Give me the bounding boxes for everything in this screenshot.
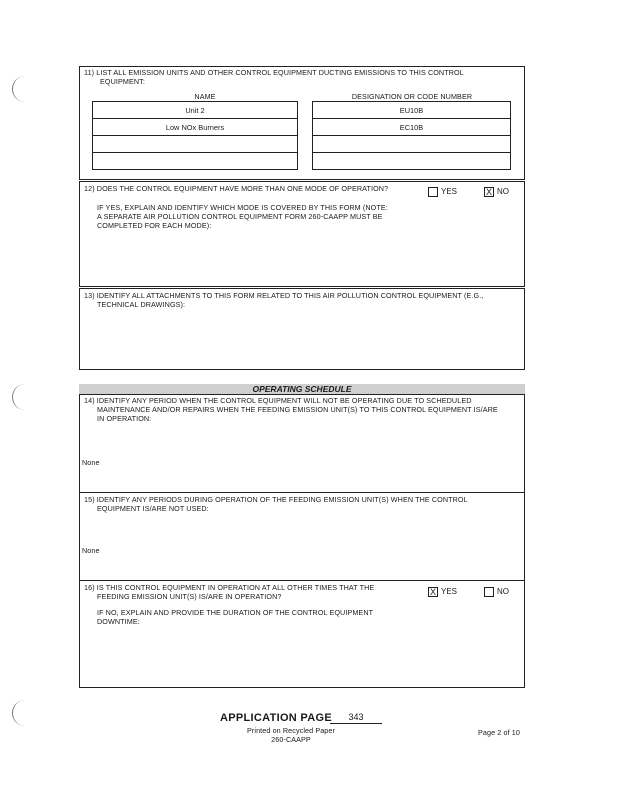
q12-no-option[interactable] <box>484 183 523 201</box>
q16-no-option[interactable] <box>484 583 523 601</box>
no-label: NO <box>497 187 509 197</box>
q12-explain-line1: IF YES, EXPLAIN AND IDENTIFY WHICH MODE IS COVERED BY THIS FORM (NOTE: <box>97 203 388 212</box>
unit-name-cell[interactable] <box>93 136 298 153</box>
q14-divider <box>79 492 525 493</box>
application-page-number: 343 <box>330 712 382 724</box>
table-row <box>93 102 298 119</box>
unit-code-cell[interactable] <box>313 136 511 153</box>
q15-divider <box>79 580 525 581</box>
q12-yes-option[interactable] <box>428 183 471 201</box>
binder-hole-top <box>12 76 27 102</box>
table-row <box>93 153 298 170</box>
q13-line1: 13) IDENTIFY ALL ATTACHMENTS TO THIS FORM RELATED TO THIS AIR POLLUTION CONTROL EQUIPMENT (E.G., <box>84 291 484 300</box>
q16-line2: FEEDING EMISSION UNIT(S) IS/ARE IN OPERATION? <box>97 592 282 601</box>
q16-explain-line1: IF NO, EXPLAIN AND PROVIDE THE DURATION OF THE CONTROL EQUIPMENT <box>97 608 374 617</box>
q13-line2: TECHNICAL DRAWINGS): <box>97 300 186 309</box>
binder-hole-middle <box>12 384 27 410</box>
q15-answer[interactable]: None <box>82 546 100 555</box>
q11-code-table <box>312 101 511 170</box>
yes-label: YES <box>441 587 458 597</box>
q16-yes-option[interactable] <box>428 583 471 601</box>
q16-explain-line2: DOWNTIME: <box>97 617 140 626</box>
q11-text-line1: 11) LIST ALL EMISSION UNITS AND OTHER CONTROL EQUIPMENT DUCTING EMISSIONS TO THIS CONTROL <box>84 68 464 77</box>
q11-col-name: NAME <box>194 92 216 101</box>
no-checkbox[interactable] <box>484 587 494 597</box>
yes-checkbox[interactable]: X <box>429 586 436 597</box>
table-row <box>93 119 298 136</box>
unit-code-cell[interactable]: EC10B <box>313 119 511 136</box>
q14-line2: MAINTENANCE AND/OR REPAIRS WHEN THE FEEDING EMISSION UNIT(S) TO THIS CONTROL EQUIPMENT IS/ARE <box>97 405 498 414</box>
q14-line3: IN OPERATION: <box>97 414 152 423</box>
q11-text-line2: EQUIPMENT: <box>100 77 145 86</box>
binder-hole-bottom <box>12 700 27 726</box>
q12-question: 12) DOES THE CONTROL EQUIPMENT HAVE MORE THAN ONE MODE OF OPERATION? <box>84 184 389 193</box>
q14-line1: 14) IDENTIFY ANY PERIOD WHEN THE CONTROL EQUIPMENT WILL NOT BE OPERATING DUE TO SCHEDULED <box>84 396 472 405</box>
no-checkbox[interactable]: X <box>485 186 492 197</box>
q15-line2: EQUIPMENT IS/ARE NOT USED: <box>97 504 209 513</box>
table-row <box>313 153 511 170</box>
table-row <box>313 102 511 119</box>
q11-name-table <box>92 101 298 170</box>
yes-label: YES <box>441 187 458 197</box>
q15-line1: 15) IDENTIFY ANY PERIODS DURING OPERATION OF THE FEEDING EMISSION UNIT(S) WHEN THE CONTROL <box>84 495 468 504</box>
operating-schedule-title: OPERATING SCHEDULE <box>79 384 525 395</box>
recycled-paper-note: Printed on Recycled Paper <box>247 726 335 735</box>
yes-checkbox[interactable] <box>428 187 438 197</box>
operating-schedule-section <box>79 384 525 688</box>
unit-name-cell[interactable]: Low NOx Burners <box>93 119 298 136</box>
no-label: NO <box>497 587 509 597</box>
table-row <box>313 119 511 136</box>
q14-answer[interactable]: None <box>82 458 100 467</box>
table-row <box>313 136 511 153</box>
unit-code-cell[interactable] <box>313 153 511 170</box>
q12-explain-line2: A SEPARATE AIR POLLUTION CONTROL EQUIPMENT FORM 260-CAAPP MUST BE <box>97 212 383 221</box>
q16-line1: 16) IS THIS CONTROL EQUIPMENT IN OPERATION AT ALL OTHER TIMES THAT THE <box>84 583 375 592</box>
unit-name-cell[interactable] <box>93 153 298 170</box>
unit-name-cell[interactable]: Unit 2 <box>93 102 298 119</box>
application-page-label: APPLICATION PAGE <box>220 712 332 724</box>
form-id: 260-CAAPP <box>271 735 311 744</box>
table-row <box>93 136 298 153</box>
q11-col-code: DESIGNATION OR CODE NUMBER <box>351 92 473 101</box>
unit-code-cell[interactable]: EU10B <box>313 102 511 119</box>
q12-explain-line3: COMPLETED FOR EACH MODE): <box>97 221 212 230</box>
page-of-indicator: Page 2 of 10 <box>478 728 520 737</box>
